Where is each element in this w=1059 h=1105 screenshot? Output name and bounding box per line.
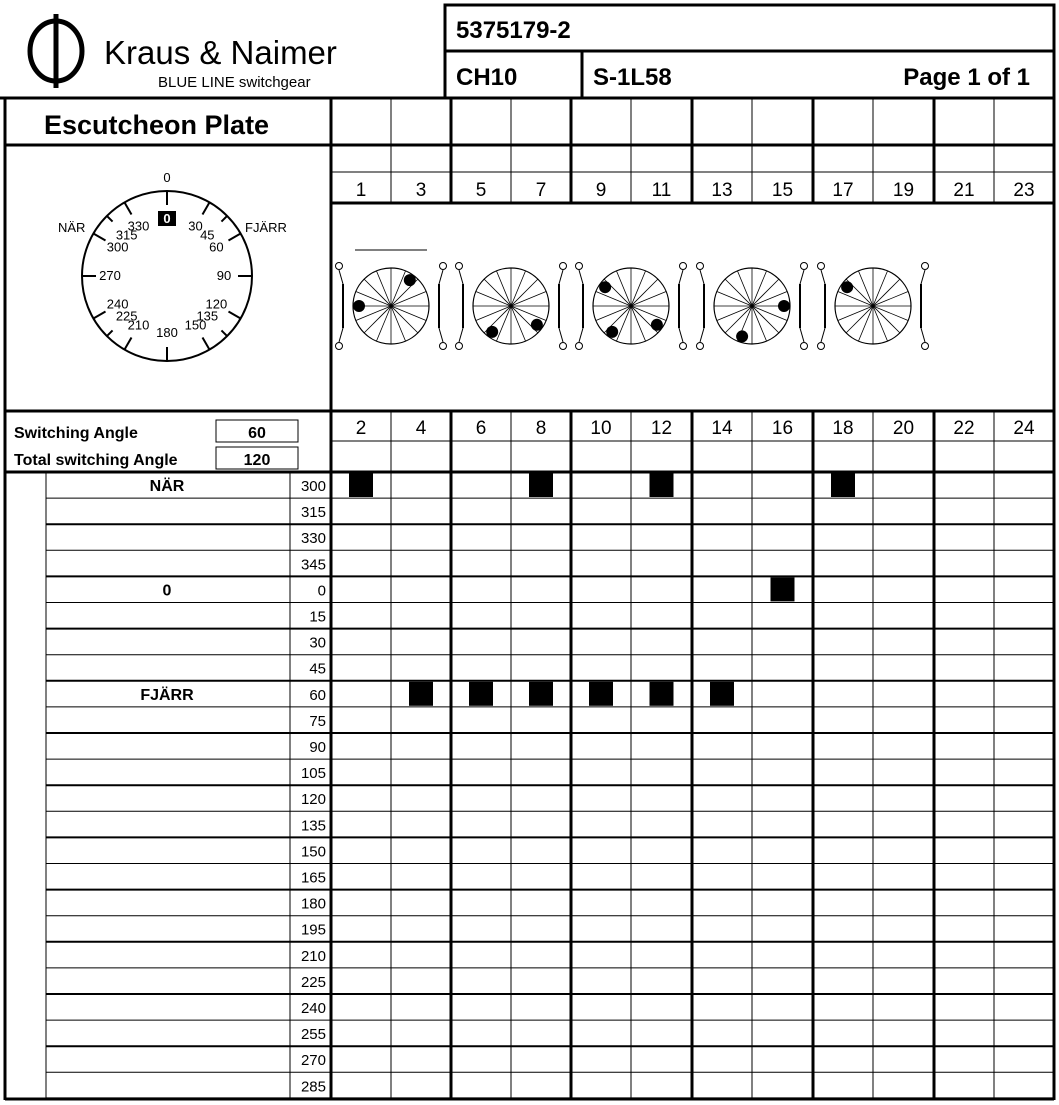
terminal-label: 1 (355, 180, 367, 201)
terminal-screw (697, 343, 704, 350)
dial-label: 240 (106, 296, 129, 312)
row-angle: 105 (300, 765, 326, 783)
dial-label: 300 (106, 239, 129, 255)
cam-lobe (778, 300, 790, 312)
row-angle: 0 (317, 582, 326, 600)
contact-lead (679, 328, 683, 342)
row-angle: 300 (300, 478, 326, 495)
table-row (46, 765, 1054, 785)
terminal-screw (440, 263, 447, 270)
terminal-screw (801, 263, 808, 270)
dial-tick (93, 234, 105, 241)
terminal-label: 11 (651, 180, 672, 201)
dial-label: 180 (156, 325, 178, 340)
terminal-label: 4 (415, 418, 427, 439)
terminal-screw (576, 343, 583, 350)
row-angle: 270 (300, 1052, 326, 1070)
terminal-label: 13 (711, 180, 733, 201)
contact-lead (800, 328, 804, 342)
dial-tick (203, 337, 210, 349)
row-angle: 330 (300, 530, 326, 548)
table-row (46, 609, 1054, 629)
terminal-label: 16 (771, 418, 794, 439)
table-row (46, 556, 1054, 576)
logo (30, 14, 337, 91)
switching-angle-label: Switching Angle (14, 425, 138, 442)
dial-label: 60 (209, 239, 224, 255)
terminal-label: 9 (595, 180, 607, 201)
cam-lobe (841, 281, 853, 293)
dial-right-label: FJÄRR (245, 220, 287, 235)
plate-title: Escutcheon Plate (44, 110, 270, 140)
dial-label: 45 (200, 227, 215, 243)
closed-contact (771, 577, 795, 601)
contact-lead (921, 270, 925, 284)
terminal-screw (456, 263, 463, 270)
dial-tick (221, 330, 227, 336)
total-angle-label: Total switching Angle (14, 452, 178, 469)
dial-tick (221, 216, 227, 222)
grid-lines (0, 5, 1054, 1100)
terminal-screw (576, 263, 583, 270)
table-row (46, 577, 1054, 602)
row-angle: 30 (309, 634, 326, 652)
row-angle: 135 (300, 817, 326, 835)
terminal-screw (922, 343, 929, 350)
table-row (46, 843, 1054, 863)
cam-lobe (651, 319, 663, 331)
row-angle: 45 (309, 660, 326, 678)
diagram-code: S-1L58 (593, 64, 672, 91)
row-angle: 120 (300, 791, 326, 809)
contact-lead (439, 270, 443, 284)
terminal-label: 5 (475, 180, 487, 201)
table-row (46, 682, 1054, 707)
table-row (46, 1078, 1054, 1098)
cam-stage (697, 263, 808, 350)
contact-lead (821, 328, 825, 342)
cam-lobe (606, 326, 618, 338)
cam-stages (336, 250, 929, 350)
dial-left-label: NÄR (58, 220, 86, 235)
cam-lobe (404, 274, 416, 286)
table-row (46, 504, 1054, 524)
terminal-label: 12 (650, 418, 673, 439)
terminal-screw (560, 343, 567, 350)
row-position-label: NÄR (149, 478, 185, 495)
dial-label: 210 (127, 317, 150, 333)
dial-label: 270 (99, 268, 121, 283)
terminal-label: 19 (892, 180, 915, 201)
dial-label: 150 (184, 317, 207, 333)
terminal-label: 6 (475, 418, 487, 439)
dial-label: 330 (127, 218, 150, 234)
closed-contact (589, 682, 613, 706)
closed-contact (349, 473, 373, 497)
terminal-label: 22 (953, 418, 975, 439)
cam-lobe (486, 326, 498, 338)
terminal-label: 15 (771, 180, 794, 201)
cam-stage (336, 263, 447, 350)
cam-lobe (599, 281, 611, 293)
terminal-screw (801, 343, 808, 350)
row-angle: 210 (300, 947, 326, 965)
contact-lead (921, 328, 925, 342)
dial-label: 30 (188, 218, 203, 234)
terminal-screw (680, 263, 687, 270)
contact-lead (459, 328, 463, 342)
terminal-label: 14 (711, 418, 733, 439)
dial-tick (203, 202, 210, 214)
terminal-label: 3 (415, 180, 427, 201)
dial-label: 135 (196, 308, 219, 324)
table-row (46, 817, 1054, 837)
row-angle: 15 (309, 608, 326, 626)
contact-lead (459, 270, 463, 284)
table-row (46, 922, 1054, 942)
table-row (46, 870, 1054, 890)
dial-label: 120 (205, 296, 228, 312)
terminal-screw (680, 343, 687, 350)
table-row (46, 713, 1054, 733)
row-angle: 165 (300, 869, 326, 887)
closed-contact (529, 473, 553, 497)
cam-stage (818, 263, 929, 350)
cam-lobe (736, 330, 748, 342)
company-tagline: BLUE LINE switchgear (158, 74, 311, 91)
dial-tick (228, 234, 240, 241)
dial-top-label: 0 (163, 170, 171, 185)
dial-label: 0 (163, 211, 171, 226)
contact-lead (439, 328, 443, 342)
terminal-screw (560, 263, 567, 270)
dial-tick (228, 312, 240, 319)
company-name: Kraus & Naimer (104, 34, 337, 71)
switching-angle-value: 60 (248, 425, 266, 442)
page-indicator: Page 1 of 1 (903, 64, 1030, 91)
table-row (46, 1026, 1054, 1046)
contact-lead (579, 270, 583, 284)
escutcheon-dial (82, 191, 252, 361)
table-row (46, 1000, 1054, 1020)
terminal-label: 24 (1013, 418, 1035, 439)
row-position-label: 0 (162, 582, 172, 600)
row-angle: 60 (309, 686, 326, 704)
terminal-screw (922, 263, 929, 270)
row-angle: 150 (300, 843, 326, 861)
dial-label: 225 (115, 308, 138, 324)
dial-tick (125, 202, 132, 214)
table-row (46, 791, 1054, 811)
terminal-label: 18 (832, 418, 854, 439)
closed-contact (710, 682, 734, 706)
dial-tick (107, 216, 113, 222)
dial-tick (125, 337, 132, 349)
dial-label: 315 (115, 227, 138, 243)
terminal-screw (336, 263, 343, 270)
closed-contact (650, 682, 674, 706)
dial-tick (107, 330, 113, 336)
table-row (46, 1052, 1054, 1072)
terminal-screw (818, 343, 825, 350)
terminal-label: 10 (590, 418, 612, 439)
row-angle: 255 (300, 1026, 326, 1044)
table-row (46, 974, 1054, 994)
row-angle: 90 (309, 739, 326, 756)
contact-lead (700, 270, 704, 284)
row-angle: 75 (309, 712, 326, 730)
contact-lead (339, 270, 343, 284)
contact-lead (800, 270, 804, 284)
row-angle: 225 (300, 973, 326, 991)
model-code: CH10 (456, 64, 518, 91)
part-number: 5375179-2 (456, 17, 571, 44)
contact-lead (559, 328, 563, 342)
row-angle: 285 (300, 1078, 326, 1096)
terminal-screw (456, 343, 463, 350)
table-row (46, 739, 1054, 759)
switching-table (46, 472, 1054, 1100)
terminal-screw (336, 343, 343, 350)
cam-stage (576, 263, 687, 350)
terminal-screw (697, 263, 704, 270)
row-angle: 240 (300, 1000, 326, 1017)
total-angle-value: 120 (243, 452, 271, 469)
terminal-screw (818, 263, 825, 270)
row-angle: 345 (300, 556, 326, 574)
cam-lobe (353, 300, 365, 312)
closed-contact (409, 682, 433, 706)
terminal-label: 23 (1013, 180, 1035, 201)
cam-lobe (531, 319, 543, 331)
row-position-label: FJÄRR (140, 686, 194, 704)
row-angle: 195 (300, 921, 326, 939)
table-row (46, 896, 1054, 916)
terminal-label: 17 (832, 180, 854, 201)
table-row (46, 635, 1054, 655)
contact-lead (700, 328, 704, 342)
row-angle: 315 (300, 504, 326, 522)
dial-label: 90 (216, 268, 232, 283)
closed-contact (650, 473, 674, 497)
closed-contact (831, 473, 855, 497)
contact-lead (579, 328, 583, 342)
terminal-label: 21 (953, 180, 975, 201)
contact-lead (559, 270, 563, 284)
contact-lead (821, 270, 825, 284)
terminal-label: 8 (535, 418, 547, 439)
terminal-label: 20 (892, 418, 915, 439)
contact-lead (339, 328, 343, 342)
row-angle: 180 (300, 895, 326, 913)
contact-lead (679, 270, 683, 284)
table-row (46, 661, 1054, 681)
terminal-label: 2 (355, 418, 367, 439)
terminal-label: 7 (535, 180, 547, 201)
table-row (46, 948, 1054, 968)
table-row (46, 473, 1054, 498)
terminal-screw (440, 343, 447, 350)
closed-contact (469, 682, 493, 706)
closed-contact (529, 682, 553, 706)
cam-stage (456, 263, 567, 350)
table-row (46, 530, 1054, 550)
dial-tick (93, 312, 105, 319)
